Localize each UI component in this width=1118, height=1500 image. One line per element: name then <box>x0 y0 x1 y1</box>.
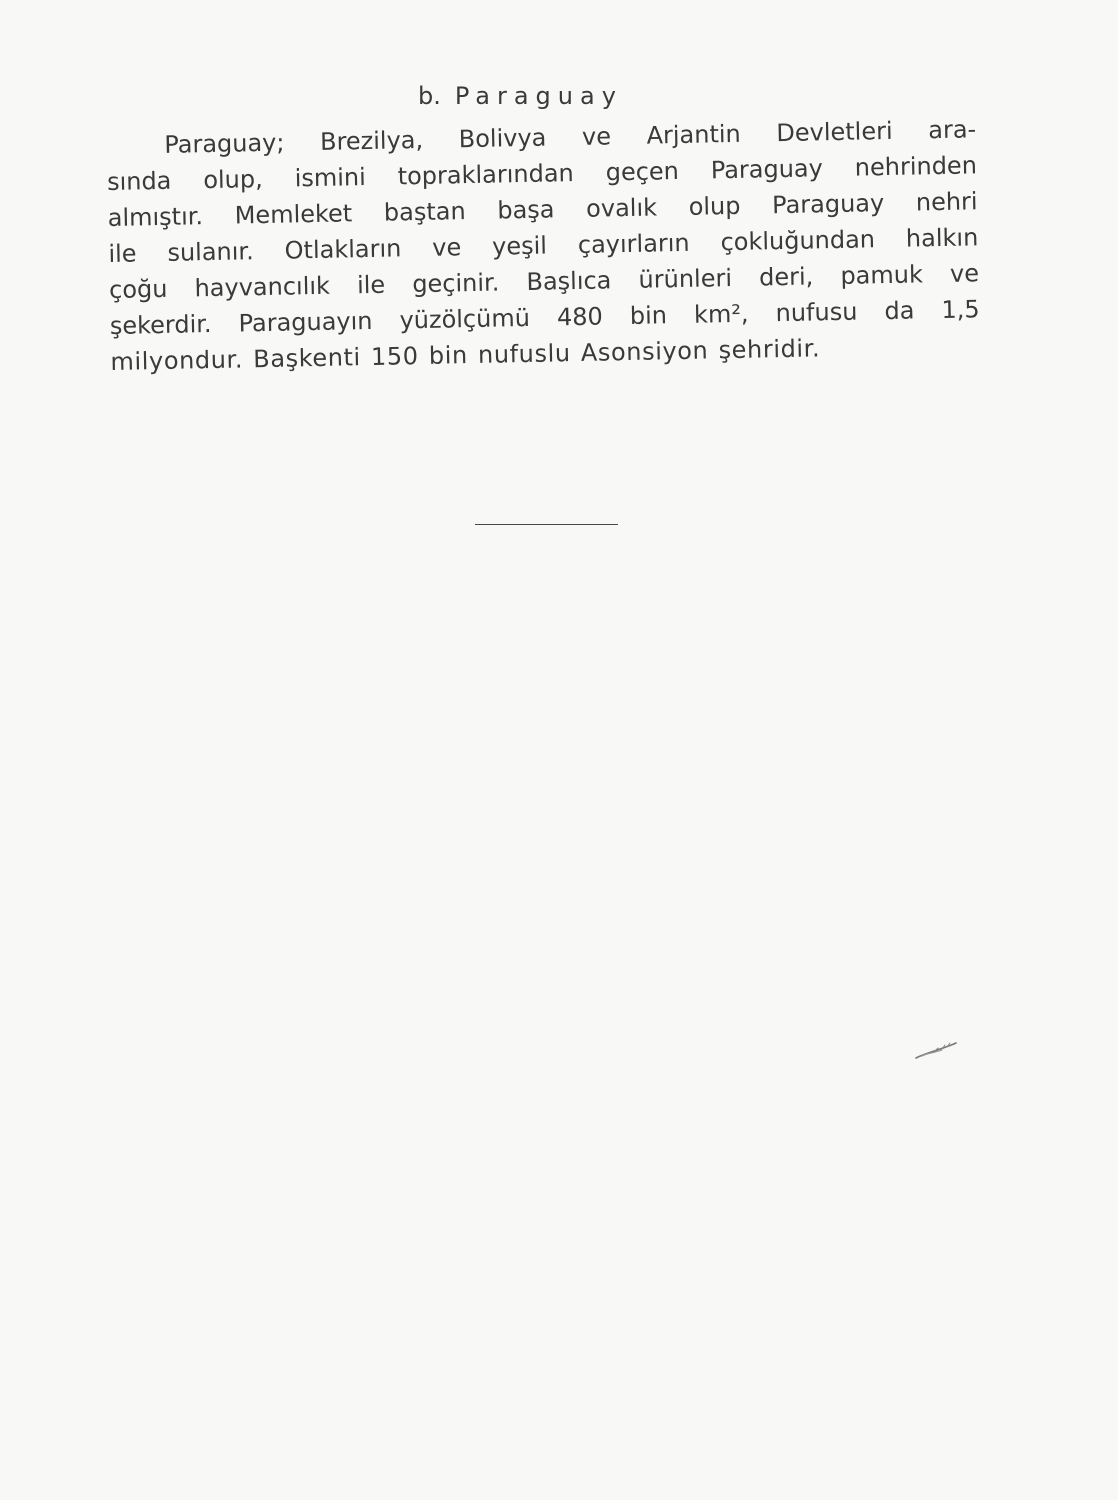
ink-smudge-mark <box>914 1040 958 1062</box>
paragraph-line: Paraguay; Brezilya, Bolivya ve Arjantin Devletleri ara- <box>164 115 977 159</box>
section-letter: b. <box>418 82 441 110</box>
paragraph-line: şekerdir. Paraguayın yüzölçümü 480 bin km², nufusu da 1,5 <box>109 295 980 340</box>
section-heading <box>418 82 623 110</box>
paragraph-line: sında olup, ismini topraklarından geçen Paraguay nehrinden <box>106 151 978 196</box>
paragraph-line: ile sulanır. Otlakların ve yeşil çayırların çokluğundan halkın <box>108 223 979 268</box>
paragraph-line: milyondur. Başkenti 150 bin nufuslu Asonsiyon şehridir. <box>110 334 821 376</box>
paragraph <box>106 111 981 380</box>
section-title: Paraguay <box>454 82 623 110</box>
paragraph-line: çoğu hayvancılık ile geçinir. Başlıca ürünleri deri, pamuk ve <box>108 259 980 304</box>
paragraph-line: almıştır. Memleket baştan başa ovalık olup Paraguay nehri <box>107 187 978 232</box>
section-end-rule <box>475 524 618 525</box>
